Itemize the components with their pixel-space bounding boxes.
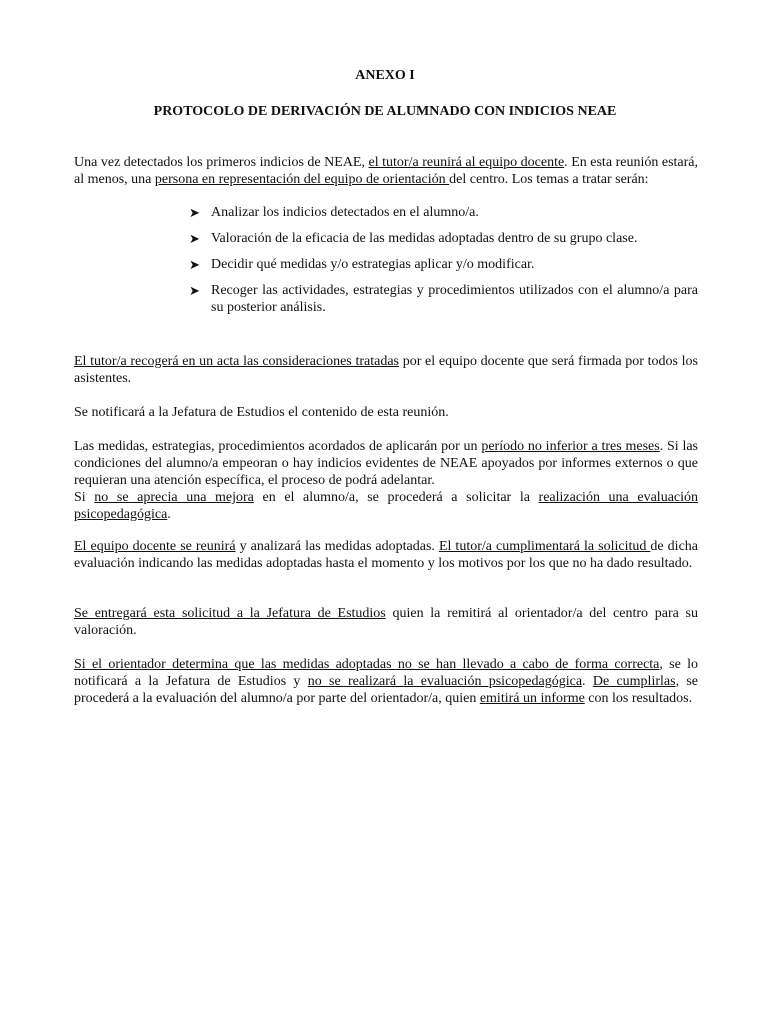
notification-paragraph: Se notificará a la Jefatura de Estudios el contenido de esta reunión.	[74, 405, 449, 420]
annex-heading: ANEXO I	[355, 68, 415, 83]
list-item: ➤ Decidir qué medidas y/o estrategias aplicar y/o modificar.	[189, 257, 535, 272]
intro-paragraph: Una vez detectados los primeros indicios de NEAE, el tutor/a reunirá al equipo docente. En esta reunión estará, al menos, una persona en representación del equipo de orientación del centro. Los temas a tratar serán:	[74, 155, 698, 187]
measures-paragraph: Las medidas, estrategias, procedimientos acordados de aplicarán por un período no inferior a tres meses. Si las condiciones del alumno/a empeoran o hay indicios evidentes de NEAE apoyados por informes externos o que requieran una atención específica, el proceso de podrá adelantar. Si no se aprecia una mejora en el alumno/a, se procederá a solicitar la realización una evaluación psicopedagógica.	[74, 439, 699, 522]
list-item: ➤ Valoración de la eficacia de las medidas adoptadas dentro de su grupo clase.	[189, 231, 638, 246]
arrow-bullet-icon: ➤	[189, 283, 200, 298]
arrow-bullet-icon: ➤	[189, 205, 200, 220]
topics-list	[189, 204, 698, 325]
team-meeting-paragraph: El equipo docente se reunirá y analizará las medidas adoptadas. El tutor/a cumplimentará la solicitud de dicha evaluación indicando las medidas adoptadas hasta el momento y los motivos por los que no ha dado resultado.	[74, 539, 698, 571]
list-item: ➤ Recoger las actividades, estrategias y procedimientos utilizados con el alumno/a para su posterior análisis.	[189, 283, 698, 315]
request-delivery-paragraph: Se entregará esta solicitud a la Jefatura de Estudios quien la remitirá al orientador/a del centro para su valoración.	[74, 606, 698, 638]
list-item: ➤ Analizar los indicios detectados en el alumno/a.	[189, 205, 479, 220]
arrow-bullet-icon: ➤	[189, 257, 200, 272]
document-title: PROTOCOLO DE DERIVACIÓN DE ALUMNADO CON INDICIOS NEAE	[153, 104, 617, 119]
arrow-bullet-icon: ➤	[189, 231, 200, 246]
counselor-paragraph: Si el orientador determina que las medidas adoptadas no se han llevado a cabo de forma correcta, se lo notificará a la Jefatura de Estudios y no se realizará la evaluación psicopedagógica. De cumplirlas, se procederá a la evaluación del alumno/a por parte del orientador/a, quien emitirá un informe con los resultados.	[74, 657, 699, 706]
minutes-paragraph: El tutor/a recogerá en un acta las consideraciones tratadas por el equipo docente que será firmada por todos los asistentes.	[74, 354, 699, 386]
